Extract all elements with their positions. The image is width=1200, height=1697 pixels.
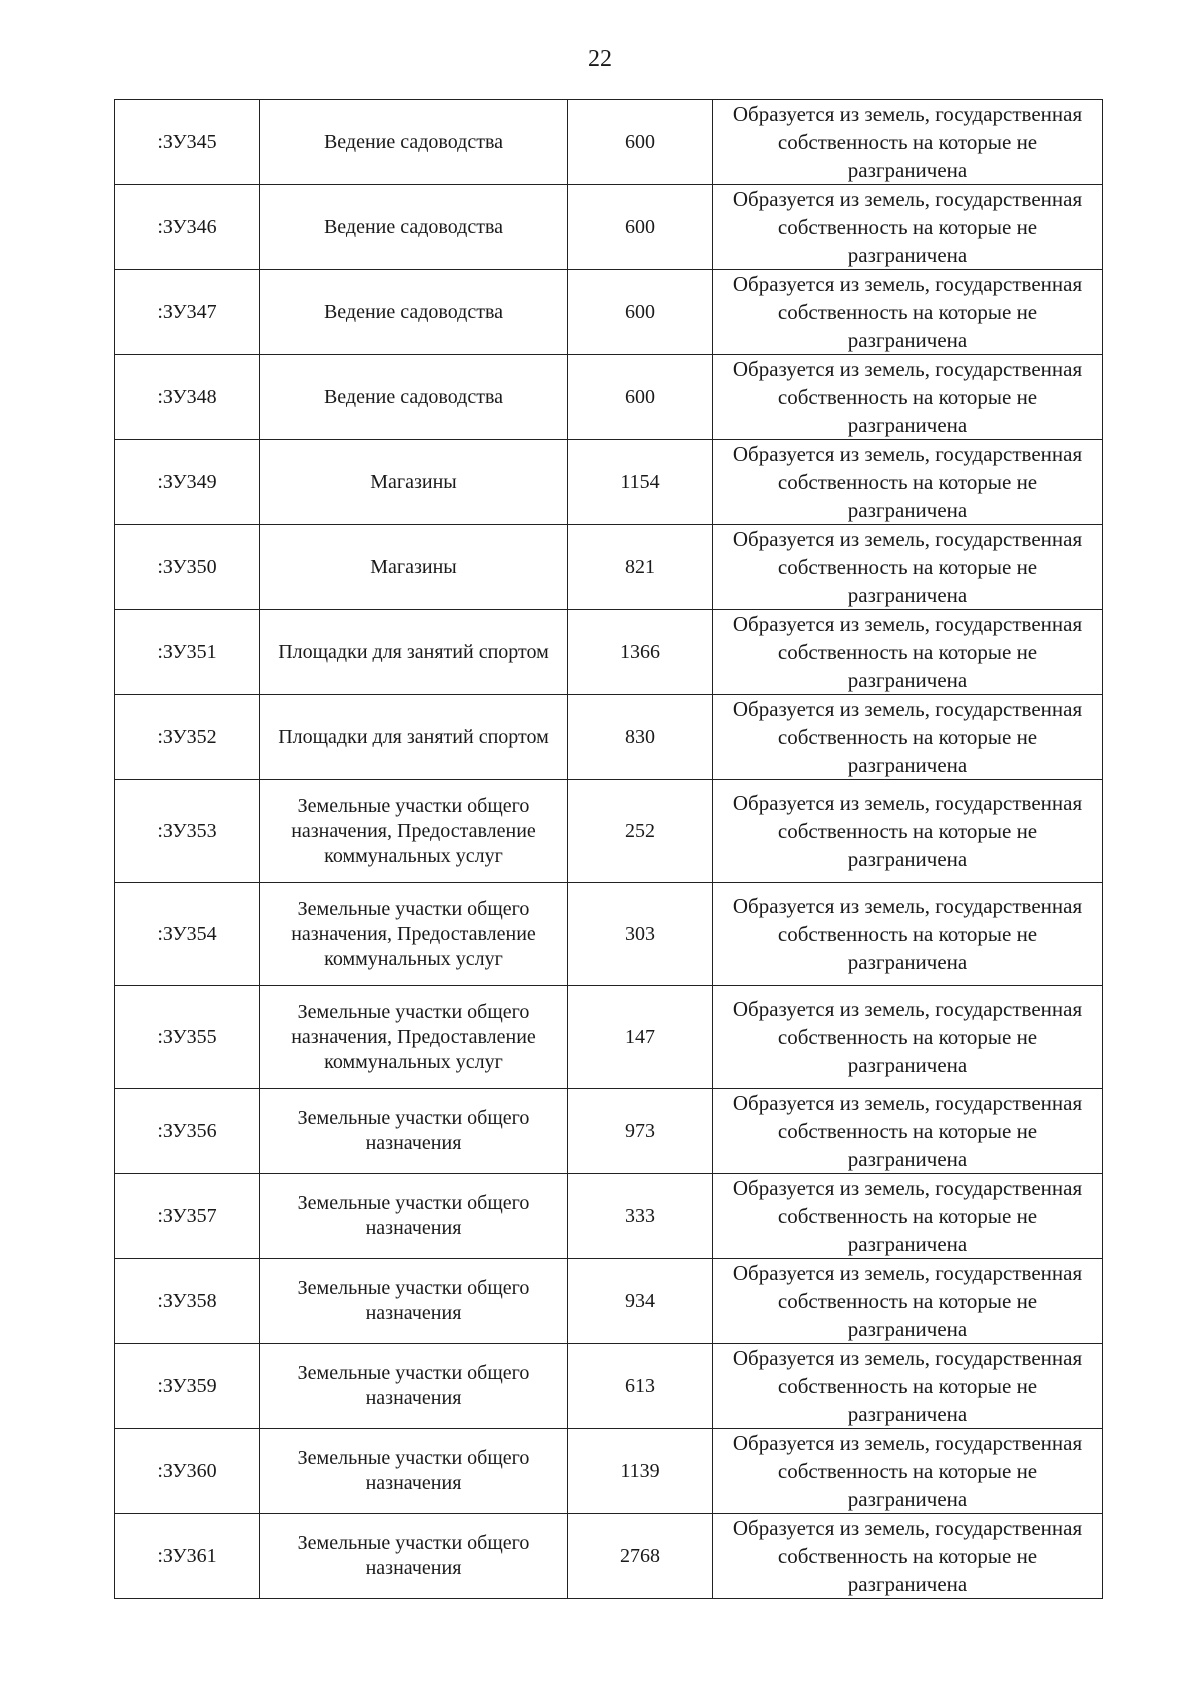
formation-note-cell: Образуется из земель, государственная собственность на которые не разграничена [713, 270, 1103, 355]
table-row [115, 1514, 1103, 1599]
permitted-use-cell: Магазины [260, 440, 568, 525]
formation-note-cell: Образуется из земель, государственная собственность на которые не разграничена [713, 185, 1103, 270]
formation-note-cell: Образуется из земель, государственная собственность на которые не разграничена [713, 355, 1103, 440]
parcel-id-cell: :ЗУ355 [115, 986, 260, 1089]
parcel-id-cell: :ЗУ351 [115, 610, 260, 695]
formation-note-cell: Образуется из земель, государственная собственность на которые не разграничена [713, 1429, 1103, 1514]
formation-note-cell: Образуется из земель, государственная собственность на которые не разграничена [713, 1344, 1103, 1429]
permitted-use-cell: Земельные участки общего назначения, Предоставление коммунальных услуг [260, 780, 568, 883]
formation-note-cell: Образуется из земель, государственная собственность на которые не разграничена [713, 100, 1103, 185]
parcel-id-cell: :ЗУ361 [115, 1514, 260, 1599]
table-row [115, 1174, 1103, 1259]
permitted-use-cell: Площадки для занятий спортом [260, 695, 568, 780]
formation-note-cell: Образуется из земель, государственная собственность на которые не разграничена [713, 525, 1103, 610]
parcel-id-cell: :ЗУ357 [115, 1174, 260, 1259]
formation-note-cell: Образуется из земель, государственная собственность на которые не разграничена [713, 780, 1103, 883]
formation-note-cell: Образуется из земель, государственная собственность на которые не разграничена [713, 1259, 1103, 1344]
table-row [115, 780, 1103, 883]
area-cell: 973 [568, 1089, 713, 1174]
parcel-id-cell: :ЗУ352 [115, 695, 260, 780]
area-cell: 147 [568, 986, 713, 1089]
permitted-use-cell: Магазины [260, 525, 568, 610]
area-cell: 821 [568, 525, 713, 610]
formation-note-cell: Образуется из земель, государственная собственность на которые не разграничена [713, 695, 1103, 780]
area-cell: 934 [568, 1259, 713, 1344]
permitted-use-cell: Земельные участки общего назначения, Предоставление коммунальных услуг [260, 883, 568, 986]
parcel-id-cell: :ЗУ345 [115, 100, 260, 185]
land-parcels-table [114, 99, 1103, 1599]
parcel-id-cell: :ЗУ354 [115, 883, 260, 986]
area-cell: 600 [568, 355, 713, 440]
table-row [115, 1429, 1103, 1514]
table-row [115, 1344, 1103, 1429]
table-row [115, 270, 1103, 355]
page-number: 22 [588, 46, 612, 72]
area-cell: 2768 [568, 1514, 713, 1599]
formation-note-cell: Образуется из земель, государственная собственность на которые не разграничена [713, 1514, 1103, 1599]
table-row [115, 440, 1103, 525]
table-row [115, 986, 1103, 1089]
permitted-use-cell: Земельные участки общего назначения [260, 1259, 568, 1344]
permitted-use-cell: Площадки для занятий спортом [260, 610, 568, 695]
area-cell: 252 [568, 780, 713, 883]
permitted-use-cell: Земельные участки общего назначения, Предоставление коммунальных услуг [260, 986, 568, 1089]
parcel-id-cell: :ЗУ360 [115, 1429, 260, 1514]
formation-note-cell: Образуется из земель, государственная собственность на которые не разграничена [713, 986, 1103, 1089]
table-row [115, 883, 1103, 986]
table-row [115, 100, 1103, 185]
permitted-use-cell: Земельные участки общего назначения [260, 1089, 568, 1174]
area-cell: 1366 [568, 610, 713, 695]
parcel-id-cell: :ЗУ348 [115, 355, 260, 440]
parcel-id-cell: :ЗУ346 [115, 185, 260, 270]
permitted-use-cell: Ведение садоводства [260, 185, 568, 270]
parcel-id-cell: :ЗУ359 [115, 1344, 260, 1429]
formation-note-cell: Образуется из земель, государственная собственность на которые не разграничена [713, 1174, 1103, 1259]
formation-note-cell: Образуется из земель, государственная собственность на которые не разграничена [713, 610, 1103, 695]
area-cell: 600 [568, 270, 713, 355]
formation-note-cell: Образуется из земель, государственная собственность на которые не разграничена [713, 440, 1103, 525]
permitted-use-cell: Ведение садоводства [260, 270, 568, 355]
area-cell: 1154 [568, 440, 713, 525]
area-cell: 303 [568, 883, 713, 986]
table-row [115, 185, 1103, 270]
table-row [115, 1259, 1103, 1344]
area-cell: 1139 [568, 1429, 713, 1514]
permitted-use-cell: Земельные участки общего назначения [260, 1514, 568, 1599]
permitted-use-cell: Ведение садоводства [260, 100, 568, 185]
permitted-use-cell: Земельные участки общего назначения [260, 1174, 568, 1259]
parcel-id-cell: :ЗУ356 [115, 1089, 260, 1174]
area-cell: 600 [568, 185, 713, 270]
table-row [115, 695, 1103, 780]
formation-note-cell: Образуется из земель, государственная собственность на которые не разграничена [713, 1089, 1103, 1174]
parcel-id-cell: :ЗУ347 [115, 270, 260, 355]
parcel-id-cell: :ЗУ349 [115, 440, 260, 525]
formation-note-cell: Образуется из земель, государственная собственность на которые не разграничена [713, 883, 1103, 986]
permitted-use-cell: Земельные участки общего назначения [260, 1344, 568, 1429]
table-row [115, 525, 1103, 610]
area-cell: 830 [568, 695, 713, 780]
area-cell: 333 [568, 1174, 713, 1259]
parcel-id-cell: :ЗУ358 [115, 1259, 260, 1344]
table-row [115, 1089, 1103, 1174]
area-cell: 600 [568, 100, 713, 185]
table-row [115, 610, 1103, 695]
parcel-id-cell: :ЗУ353 [115, 780, 260, 883]
permitted-use-cell: Ведение садоводства [260, 355, 568, 440]
area-cell: 613 [568, 1344, 713, 1429]
permitted-use-cell: Земельные участки общего назначения [260, 1429, 568, 1514]
table-row [115, 355, 1103, 440]
parcel-id-cell: :ЗУ350 [115, 525, 260, 610]
